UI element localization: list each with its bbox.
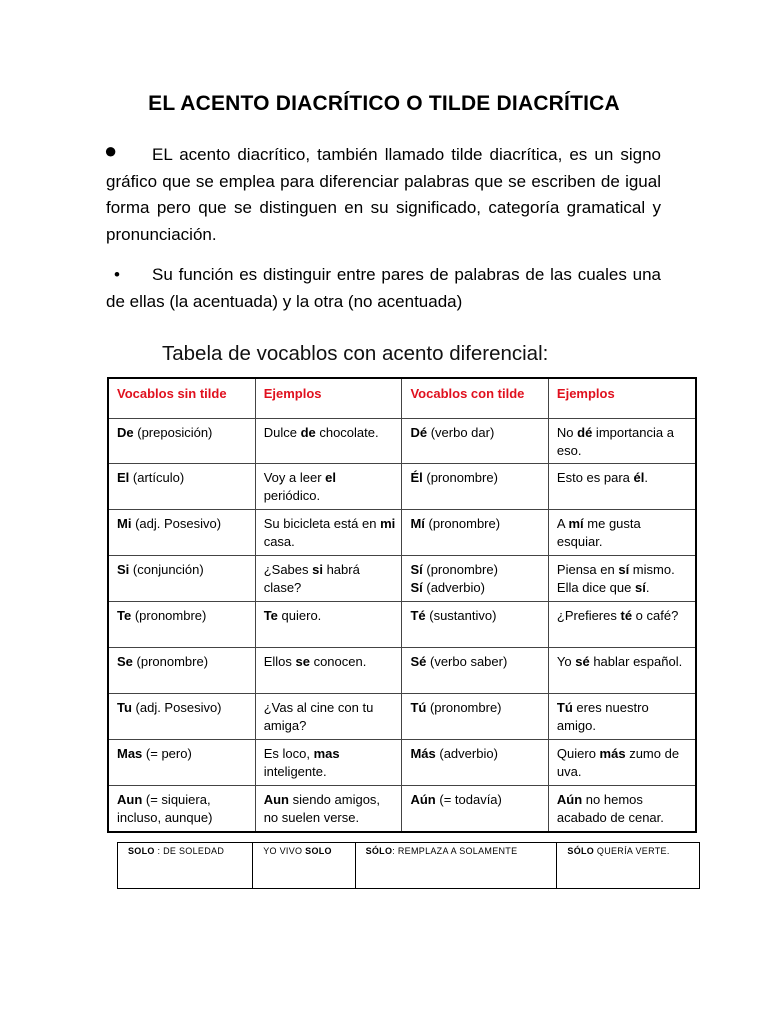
table-row xyxy=(108,556,696,602)
cell-vocablo-sin-tilde: El (artículo) xyxy=(108,464,255,510)
cell-ejemplo-con-tilde: Piensa en sí mismo. Ella dice que sí. xyxy=(548,556,696,602)
bullet-small-icon: • xyxy=(114,265,120,284)
cell-ejemplo-con-tilde: Tú eres nuestro amigo. xyxy=(548,694,696,740)
cell-ejemplo-con-tilde: Quiero más zumo de uva. xyxy=(548,740,696,786)
table-row xyxy=(108,694,696,740)
table-row xyxy=(118,843,700,889)
table-row xyxy=(108,648,696,694)
paragraph-definition xyxy=(104,138,661,248)
page-title: EL ACENTO DIACRÍTICO O TILDE DIACRÍTICA xyxy=(148,92,620,115)
cell-ejemplo-con-tilde: Aún no hemos acabado de cenar. xyxy=(548,786,696,833)
cell-vocablo-sin-tilde: Aun (= siquiera, incluso, aunque) xyxy=(108,786,255,833)
cell-vocablo-con-tilde: Él (pronombre) xyxy=(402,464,548,510)
header-ejemplos-2: Ejemplos xyxy=(548,378,696,419)
cell-ejemplo-sin-tilde: Es loco, mas inteligente. xyxy=(255,740,402,786)
cell-ejemplo-con-tilde: No dé importancia a eso. xyxy=(548,419,696,464)
cell-vocablo-con-tilde: Té (sustantivo) xyxy=(402,602,548,648)
table-header-row xyxy=(108,378,696,419)
cell-vocablo-con-tilde: Aún (= todavía) xyxy=(402,786,548,833)
cell-vocablo-con-tilde: Dé (verbo dar) xyxy=(402,419,548,464)
cell-ejemplo-sin-tilde: Te quiero. xyxy=(255,602,402,648)
cell-vocablo-sin-tilde: De (preposición) xyxy=(108,419,255,464)
cell-vocablo-con-tilde: Más (adverbio) xyxy=(402,740,548,786)
solo-cell-3: SÓLO: REMPLAZA A SOLAMENTE xyxy=(355,843,557,889)
table-caption: Tabela de vocablos con acento diferencial: xyxy=(162,342,549,365)
cell-ejemplo-sin-tilde: ¿Vas al cine con tu amiga? xyxy=(255,694,402,740)
table-row xyxy=(108,464,696,510)
cell-ejemplo-sin-tilde: Su bicicleta está en mi casa. xyxy=(255,510,402,556)
table-row xyxy=(108,786,696,833)
solo-cell-1: SOLO : DE SOLEDAD xyxy=(118,843,253,889)
paragraph-function xyxy=(106,262,661,315)
cell-vocablo-sin-tilde: Mi (adj. Posesivo) xyxy=(108,510,255,556)
cell-vocablo-con-tilde: Tú (pronombre) xyxy=(402,694,548,740)
bullet-icon: ● xyxy=(104,138,118,163)
cell-vocablo-con-tilde: Mí (pronombre) xyxy=(402,510,548,556)
vocab-table xyxy=(107,377,697,833)
solo-cell-4: SÓLO QUERÍA VERTE. xyxy=(557,843,700,889)
paragraph-function-text: Su función es distinguir entre pares de palabras de las cuales una de ellas (la acentuada) y la otra (no acentuada) xyxy=(106,265,661,311)
cell-ejemplo-con-tilde: Yo sé hablar español. xyxy=(548,648,696,694)
cell-vocablo-con-tilde: Sé (verbo saber) xyxy=(402,648,548,694)
header-vocablos-con-tilde: Vocablos con tilde xyxy=(402,378,548,419)
table-row xyxy=(108,510,696,556)
header-vocablos-sin-tilde: Vocablos sin tilde xyxy=(108,378,255,419)
cell-ejemplo-sin-tilde: ¿Sabes si habrá clase? xyxy=(255,556,402,602)
cell-vocablo-sin-tilde: Se (pronombre) xyxy=(108,648,255,694)
header-ejemplos-1: Ejemplos xyxy=(255,378,402,419)
solo-cell-2: YO VIVO SOLO xyxy=(253,843,355,889)
table-row xyxy=(108,602,696,648)
cell-vocablo-sin-tilde: Mas (= pero) xyxy=(108,740,255,786)
cell-ejemplo-sin-tilde: Ellos se conocen. xyxy=(255,648,402,694)
cell-ejemplo-con-tilde: ¿Prefieres té o café? xyxy=(548,602,696,648)
cell-ejemplo-sin-tilde: Aun siendo amigos, no suelen verse. xyxy=(255,786,402,833)
cell-ejemplo-sin-tilde: Dulce de chocolate. xyxy=(255,419,402,464)
table-row xyxy=(108,740,696,786)
cell-vocablo-sin-tilde: Si (conjunción) xyxy=(108,556,255,602)
table-row xyxy=(108,419,696,464)
cell-ejemplo-con-tilde: Esto es para él. xyxy=(548,464,696,510)
paragraph-definition-text: EL acento diacrítico, también llamado tilde diacrítica, es un signo gráfico que se emplea para diferenciar palabras que se escriben de igual forma pero que se distinguen en su significado, categoría gramatical y pronunciación. xyxy=(106,145,661,244)
cell-ejemplo-con-tilde: A mí me gusta esquiar. xyxy=(548,510,696,556)
cell-ejemplo-sin-tilde: Voy a leer el periódico. xyxy=(255,464,402,510)
solo-table xyxy=(117,842,700,889)
cell-vocablo-con-tilde: Sí (pronombre) Sí (adverbio) xyxy=(402,556,548,602)
cell-vocablo-sin-tilde: Te (pronombre) xyxy=(108,602,255,648)
cell-vocablo-sin-tilde: Tu (adj. Posesivo) xyxy=(108,694,255,740)
